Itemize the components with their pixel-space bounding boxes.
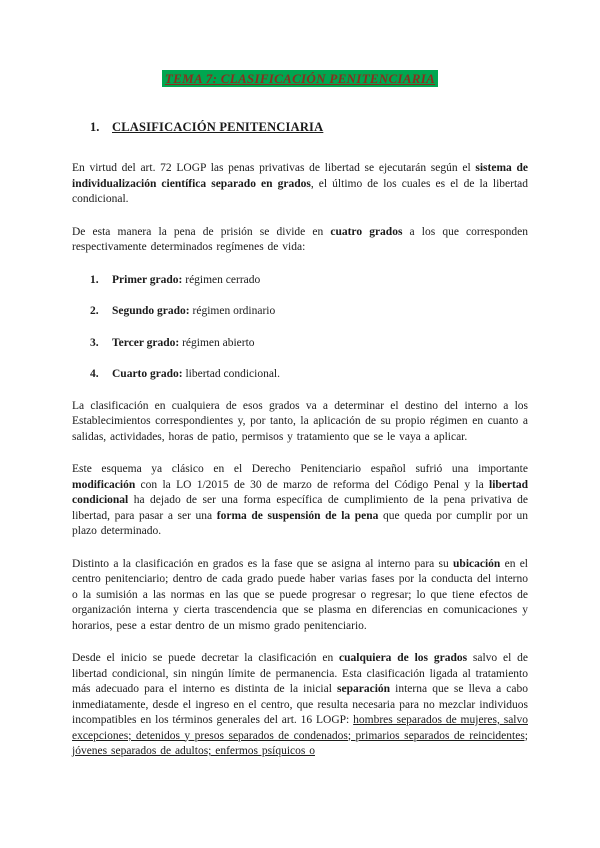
document-title: TEMA 7: CLASIFICACIÓN PENITENCIARIA (162, 70, 438, 87)
paragraph (72, 399, 528, 446)
paragraph (72, 225, 528, 256)
list-item (72, 367, 528, 383)
grades-list (72, 273, 528, 383)
list-item (72, 273, 528, 289)
text-segment: En virtud del art. 72 LOGP las penas privativas de libertad se ejecutarán según el (72, 162, 476, 174)
paragraph (72, 161, 528, 208)
section-heading-number: 1. (90, 120, 100, 134)
section-heading (72, 120, 528, 135)
list-item-value: libertad condicional. (182, 368, 280, 380)
text-segment: que queda por cumplir por un plazo determinado. (72, 509, 528, 537)
list-item-number: 4. (90, 368, 99, 380)
paragraph (72, 651, 528, 760)
section-heading-text: CLASIFICACIÓN PENITENCIARIA (112, 120, 324, 134)
text-segment: hombres separados de mujeres, salvo excepciones; detenidos y presos separados de condenados; primarios separados de reincidentes; jóvenes separados de adultos; enfermos psíquicos o (72, 714, 528, 757)
list-item (72, 336, 528, 352)
text-segment: forma de suspensión de la pena (216, 509, 379, 522)
list-item-value: régimen cerrado (182, 273, 261, 286)
text-segment: a los que corresponden respectivamente determinados regímenes de vida: (72, 225, 528, 253)
text-segment: salvo el de libertad condicional, sin ningún límite de permanencia. Esta clasificación ligada al tratamiento más adecuado para el interno es distinta de la inicial (72, 652, 528, 695)
text-segment: ubicación (453, 557, 501, 570)
text-segment: con la LO 1/2015 de 30 de marzo de reforma del Código Penal y la (135, 478, 490, 491)
text-segment: Desde el inicio se puede decretar la clasificación en (72, 652, 340, 664)
text-segment: modificación (72, 478, 136, 491)
list-item-number: 3. (90, 336, 99, 349)
text-segment: , el último de los cuales es el de la libertad condicional. (72, 177, 529, 205)
list-item-number: 2. (90, 305, 99, 317)
document-title-row (72, 70, 528, 88)
text-segment: sistema de individualización científica separado en grados (72, 162, 528, 190)
text-segment: libertad condicional (72, 478, 528, 506)
list-item-text (112, 273, 260, 289)
list-item (72, 304, 528, 320)
paragraph (72, 557, 528, 635)
text-segment: La clasificación en cualquiera de esos grados va a determinar el destino del interno a los Establecimientos correspondientes y, por tanto, la aplicación de su propio régimen en cuanto a salidas, actividades, horas de patio, permisos y tratamiento que se le vaya a aplicar. (72, 399, 528, 443)
list-item-number: 1. (90, 273, 99, 286)
text-segment: Este esquema ya clásico en el Derecho Penitenciario español sufrió una importante (72, 463, 528, 475)
list-item-value: régimen ordinario (189, 305, 276, 317)
list-item-label: Tercer grado: (112, 336, 180, 349)
text-segment: en el centro penitenciario; dentro de cada grado puede haber varias fases por la conducta del interno o la sumisión a las normas en las que se puede progresar o regresar; lo que tiene efectos de organización interna y cierta trascendencia que se plasma en diferencias en comunicaciones y horarios, pese a estar dentro de un mismo grado penitenciario. (72, 557, 528, 632)
list-item-text (112, 367, 280, 383)
text-segment: De esta manera la pena de prisión se divide en (72, 225, 331, 238)
list-item-text (112, 304, 275, 320)
text-segment: cualquiera de los grados (339, 652, 468, 664)
paragraph (72, 462, 528, 540)
list-item-label: Segundo grado: (112, 305, 190, 317)
list-item-label: Cuarto grado: (112, 368, 183, 380)
text-segment: cuatro grados (330, 225, 403, 238)
list-item-text (112, 336, 255, 352)
text-segment: ha dejado de ser una forma específica de cumplimiento de la pena privativa de libertad, para pasar a ser una (72, 494, 528, 522)
text-segment: Distinto a la clasificación en grados es la fase que se asigna al interno para su (72, 557, 454, 570)
text-segment: interna que se lleva a cabo inmediatamente, desde el ingreso en el centro, que resulta necesaria para no mezclar individuos incompatibles en los términos generales del art. 16 LOGP: (72, 683, 528, 726)
list-item-label: Primer grado: (112, 273, 183, 286)
text-segment: separación (337, 683, 391, 695)
list-item-value: régimen abierto (179, 336, 255, 349)
